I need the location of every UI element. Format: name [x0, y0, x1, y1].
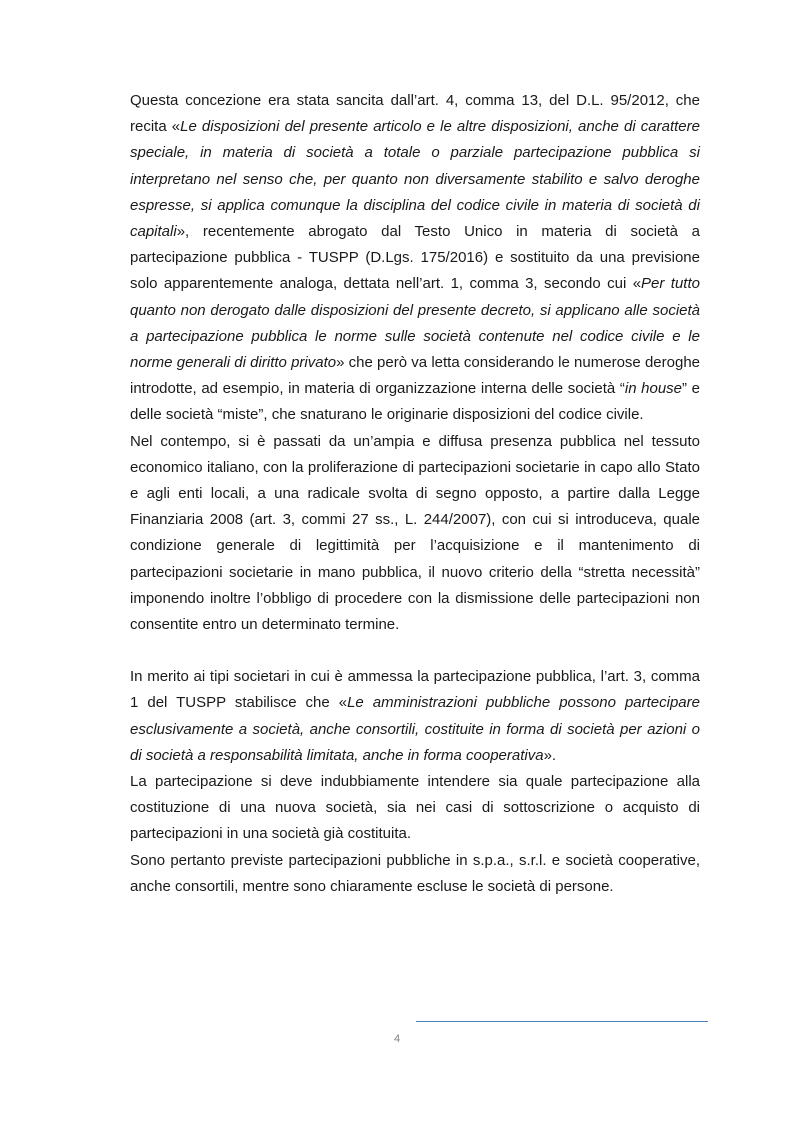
text-run: Nel contempo, si è passati da un’ampia e diffusa presenza pubblica nel tessuto economico italiano, con la proliferazione di partecipazioni societarie in capo allo Stato e agli enti locali, a una radicale svolta di segno opposto, a partire dalla Legge Finanziaria 2008 (art. 3, commi 27 ss., L. 244/2007), con cui si introduceva, quale condizione generale di legittimità per l’acquisizione e il mantenimento di partecipazioni societarie in mano pubblica, il nuovo criterio della “stretta necessità” imponendo inoltre l’obbligo di procedere con la dismissione delle partecipazioni non consentite entro un determinato termine.	[130, 432, 700, 634]
page-number: 4	[393, 1033, 401, 1045]
text-run: ».	[543, 746, 557, 764]
paragraph	[130, 769, 700, 848]
italic-quote-run: Le amministrazioni pubbliche possono partecipare esclusivamente a società, anche consortili, costituite in forma di società per azioni o di società a responsabilità limitata, anche in forma cooperativa	[130, 694, 700, 764]
footer-rule	[416, 1021, 708, 1022]
italic-quote-run: Per tutto quanto non derogato dalle disposizioni del presente decreto, si applicano alle società a partecipazione pubblica le norme sulle società contenute nel codice civile e le norme generali di diritto privato	[130, 275, 700, 372]
paragraph	[130, 429, 700, 639]
paragraph-spacer	[130, 638, 700, 664]
italic-quote-run: in house	[624, 380, 683, 398]
text-run: Questa concezione era stata sancita dall’art. 4, comma 13, del D.L. 95/2012, che recita «	[130, 92, 700, 136]
text-run: ” e delle società “miste”, che snaturano le originarie disposizioni del codice civile.	[130, 380, 700, 424]
text-run: La partecipazione si deve indubbiamente intendere sia quale partecipazione alla costituzione di una nuova società, sia nei casi di sottoscrizione o acquisto di partecipazioni in una società già costituita.	[130, 773, 700, 843]
text-run: », recentemente abrogato dal Testo Unico in materia di società a partecipazione pubblica - TUSPP (D.Lgs. 175/2016) e sostituito da una previsione solo apparentemente analoga, dettata nell’art. 1, comma 3, secondo cui «	[130, 223, 700, 293]
text-run: » che però va letta considerando le numerose deroghe introdotte, ad esempio, in materia di organizzazione interna delle società “	[130, 354, 701, 398]
text-run: Sono pertanto previste partecipazioni pubbliche in s.p.a., s.r.l. e società cooperative, anche consortili, mentre sono chiaramente escluse le società di persone.	[130, 851, 700, 895]
document-body	[130, 88, 700, 900]
paragraph	[130, 88, 700, 429]
paragraph	[130, 848, 700, 900]
text-run: In merito ai tipi societari in cui è ammessa la partecipazione pubblica, l’art. 3, comma 1 del TUSPP stabilisce che «	[130, 668, 700, 712]
paragraph	[130, 664, 700, 769]
italic-quote-run: Le disposizioni del presente articolo e le altre disposizioni, anche di carattere speciale, in materia di società a totale o parziale partecipazione pubblica si interpretano nel senso che, per quanto non diversamente stabilito e salvo deroghe espresse, si applica comunque la disciplina del codice civile in materia di società di capitali	[130, 118, 700, 241]
